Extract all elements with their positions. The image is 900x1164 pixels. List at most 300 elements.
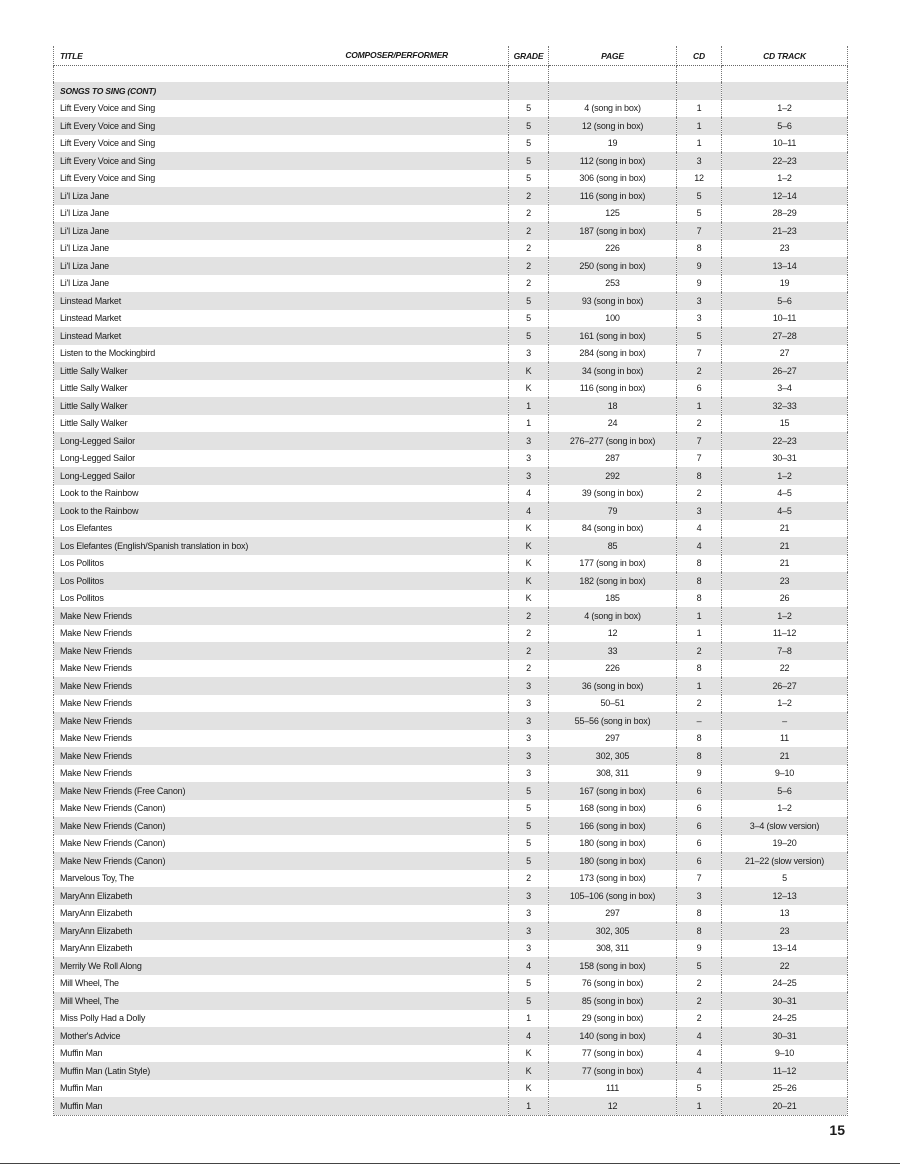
grade-cell: 3 xyxy=(509,765,549,783)
header-cd: CD xyxy=(677,46,722,66)
cd-track-cell: 15 xyxy=(722,415,848,433)
cd-cell: 8 xyxy=(677,467,722,485)
page-cell: 182 (song in box) xyxy=(549,572,677,590)
cd-track-cell: 26–27 xyxy=(722,362,848,380)
grade-cell: 5 xyxy=(509,135,549,153)
page-cell: 276–277 (song in box) xyxy=(549,432,677,450)
grade-cell: K xyxy=(509,520,549,538)
grade-cell: 2 xyxy=(509,205,549,223)
header-title: TITLE xyxy=(60,50,83,61)
cd-cell: 5 xyxy=(677,205,722,223)
song-title: Li'l Liza Jane xyxy=(54,222,509,240)
song-title: Long-Legged Sailor xyxy=(54,467,509,485)
cd-track-cell: 27 xyxy=(722,345,848,363)
page-cell: 79 xyxy=(549,502,677,520)
cd-cell: 1 xyxy=(677,677,722,695)
grade-cell: 5 xyxy=(509,170,549,188)
table-row xyxy=(54,187,848,205)
table-row xyxy=(54,170,848,188)
cd-cell: 4 xyxy=(677,1045,722,1063)
table-row xyxy=(54,222,848,240)
page-cell: 77 (song in box) xyxy=(549,1045,677,1063)
song-title: Linstead Market xyxy=(54,310,509,328)
page-cell: 105–106 (song in box) xyxy=(549,887,677,905)
table-row xyxy=(54,660,848,678)
page-cell: 173 (song in box) xyxy=(549,870,677,888)
grade-cell: 3 xyxy=(509,922,549,940)
cd-cell: 6 xyxy=(677,782,722,800)
cd-cell: 2 xyxy=(677,992,722,1010)
grade-cell: 3 xyxy=(509,747,549,765)
page-cell: 158 (song in box) xyxy=(549,957,677,975)
grade-cell: 3 xyxy=(509,467,549,485)
song-title: Look to the Rainbow xyxy=(54,485,509,503)
cd-cell: 6 xyxy=(677,817,722,835)
page-cell: 85 xyxy=(549,537,677,555)
table-row xyxy=(54,590,848,608)
cd-cell: 2 xyxy=(677,485,722,503)
song-title: Lift Every Voice and Sing xyxy=(54,100,509,118)
grade-cell: 5 xyxy=(509,835,549,853)
grade-cell: 4 xyxy=(509,957,549,975)
cd-track-cell: 30–31 xyxy=(722,450,848,468)
cd-track-cell: 21 xyxy=(722,537,848,555)
song-title: Make New Friends xyxy=(54,625,509,643)
cd-cell: 5 xyxy=(677,957,722,975)
table-body xyxy=(54,66,848,1116)
cd-cell: 5 xyxy=(677,187,722,205)
cd-cell: 3 xyxy=(677,152,722,170)
table-row xyxy=(54,117,848,135)
table-row xyxy=(54,327,848,345)
page-cell: 226 xyxy=(549,240,677,258)
song-title: Lift Every Voice and Sing xyxy=(54,117,509,135)
cd-track-cell: 1–2 xyxy=(722,695,848,713)
song-title: Linstead Market xyxy=(54,292,509,310)
song-title: Make New Friends (Free Canon) xyxy=(54,782,509,800)
cd-track-cell: 1–2 xyxy=(722,800,848,818)
song-title: Marvelous Toy, The xyxy=(54,870,509,888)
grade-cell: 2 xyxy=(509,275,549,293)
grade-cell: 2 xyxy=(509,642,549,660)
table-row xyxy=(54,887,848,905)
cd-cell: 4 xyxy=(677,537,722,555)
grade-cell: 5 xyxy=(509,817,549,835)
page-cell: 36 (song in box) xyxy=(549,677,677,695)
table-row xyxy=(54,397,848,415)
grade-cell: 5 xyxy=(509,117,549,135)
cd-cell: 2 xyxy=(677,415,722,433)
song-title: Muffin Man xyxy=(54,1080,509,1098)
song-title: Little Sally Walker xyxy=(54,415,509,433)
song-title: Make New Friends xyxy=(54,642,509,660)
cd-track-cell: 30–31 xyxy=(722,992,848,1010)
song-title: Make New Friends xyxy=(54,660,509,678)
cd-cell: 6 xyxy=(677,852,722,870)
table-row xyxy=(54,730,848,748)
song-title: Little Sally Walker xyxy=(54,380,509,398)
table-row xyxy=(54,800,848,818)
song-title: Li'l Liza Jane xyxy=(54,205,509,223)
cd-track-cell: 24–25 xyxy=(722,975,848,993)
cd-cell: 8 xyxy=(677,730,722,748)
song-title: Little Sally Walker xyxy=(54,362,509,380)
cd-track-cell: 22–23 xyxy=(722,432,848,450)
grade-cell: 5 xyxy=(509,292,549,310)
cd-track-cell: 19–20 xyxy=(722,835,848,853)
cd-track-cell: 21–23 xyxy=(722,222,848,240)
cd-cell: 5 xyxy=(677,327,722,345)
table-row xyxy=(54,992,848,1010)
table-row xyxy=(54,240,848,258)
cd-track-cell: 23 xyxy=(722,922,848,940)
table-row xyxy=(54,957,848,975)
page-cell: 100 xyxy=(549,310,677,328)
table-row xyxy=(54,257,848,275)
song-title: Los Elefantes xyxy=(54,520,509,538)
cd-cell: 7 xyxy=(677,870,722,888)
grade-cell: 3 xyxy=(509,887,549,905)
table-row xyxy=(54,310,848,328)
cd-track-cell: 12–14 xyxy=(722,187,848,205)
table-header-row xyxy=(54,46,848,66)
cd-cell: 1 xyxy=(677,607,722,625)
page-cell: 226 xyxy=(549,660,677,678)
table-row xyxy=(54,362,848,380)
grade-cell: 5 xyxy=(509,152,549,170)
header-cd-track: CD TRACK xyxy=(722,46,848,66)
page-cell: 12 (song in box) xyxy=(549,117,677,135)
header-title-cell xyxy=(54,46,509,66)
grade-cell: K xyxy=(509,1045,549,1063)
table-row xyxy=(54,135,848,153)
table-row xyxy=(54,275,848,293)
table-row xyxy=(54,205,848,223)
song-title: Miss Polly Had a Dolly xyxy=(54,1010,509,1028)
page-cell: 39 (song in box) xyxy=(549,485,677,503)
cd-cell: 2 xyxy=(677,975,722,993)
cd-track-cell: 11 xyxy=(722,730,848,748)
page-cell: 116 (song in box) xyxy=(549,380,677,398)
table-row xyxy=(54,415,848,433)
grade-cell: 3 xyxy=(509,712,549,730)
table-row xyxy=(54,835,848,853)
cd-cell: 8 xyxy=(677,590,722,608)
cd-cell: 12 xyxy=(677,170,722,188)
page-cell: 18 xyxy=(549,397,677,415)
page-cell: 187 (song in box) xyxy=(549,222,677,240)
page-cell: 76 (song in box) xyxy=(549,975,677,993)
grade-cell: 2 xyxy=(509,222,549,240)
cd-cell: 3 xyxy=(677,887,722,905)
page-cell: 55–56 (song in box) xyxy=(549,712,677,730)
cd-cell: 3 xyxy=(677,502,722,520)
cd-cell: 8 xyxy=(677,747,722,765)
grade-cell: 4 xyxy=(509,502,549,520)
grade-cell: 1 xyxy=(509,397,549,415)
page-cell: 116 (song in box) xyxy=(549,187,677,205)
page-cell: 29 (song in box) xyxy=(549,1010,677,1028)
song-title: Lift Every Voice and Sing xyxy=(54,135,509,153)
page-cell: 284 (song in box) xyxy=(549,345,677,363)
grade-cell: 5 xyxy=(509,975,549,993)
cd-cell: 7 xyxy=(677,345,722,363)
cd-cell: 8 xyxy=(677,922,722,940)
grade-cell: 4 xyxy=(509,1027,549,1045)
table-row xyxy=(54,380,848,398)
section-header-row xyxy=(54,82,848,100)
cd-track-cell: 25–26 xyxy=(722,1080,848,1098)
grade-cell: K xyxy=(509,555,549,573)
page-cell: 287 xyxy=(549,450,677,468)
cd-track-cell: 5–6 xyxy=(722,782,848,800)
page-number: 15 xyxy=(829,1122,845,1138)
table-row xyxy=(54,485,848,503)
grade-cell: 3 xyxy=(509,432,549,450)
table-row xyxy=(54,152,848,170)
cd-cell: 8 xyxy=(677,660,722,678)
cd-track-cell: 21 xyxy=(722,555,848,573)
cd-track-cell: 19 xyxy=(722,275,848,293)
grade-cell: K xyxy=(509,362,549,380)
song-title: Make New Friends xyxy=(54,607,509,625)
grade-cell: 4 xyxy=(509,485,549,503)
page-cell: 302, 305 xyxy=(549,922,677,940)
grade-cell: 2 xyxy=(509,240,549,258)
grade-cell: 3 xyxy=(509,677,549,695)
song-title: Make New Friends (Canon) xyxy=(54,852,509,870)
page-cell: 250 (song in box) xyxy=(549,257,677,275)
cd-cell: 3 xyxy=(677,292,722,310)
cd-track-cell: 24–25 xyxy=(722,1010,848,1028)
cd-track-cell: – xyxy=(722,712,848,730)
page-cell: 297 xyxy=(549,730,677,748)
grade-cell: 2 xyxy=(509,625,549,643)
cd-cell: 9 xyxy=(677,940,722,958)
table-row xyxy=(54,625,848,643)
table-row xyxy=(54,1010,848,1028)
table-row xyxy=(54,852,848,870)
table-row xyxy=(54,1045,848,1063)
cd-cell: 8 xyxy=(677,905,722,923)
song-title: Los Pollitos xyxy=(54,590,509,608)
page-cell: 4 (song in box) xyxy=(549,100,677,118)
page-cell: 180 (song in box) xyxy=(549,835,677,853)
table-row xyxy=(54,782,848,800)
page-cell: 77 (song in box) xyxy=(549,1062,677,1080)
page-cell: 33 xyxy=(549,642,677,660)
grade-cell: 2 xyxy=(509,187,549,205)
page-cell: 185 xyxy=(549,590,677,608)
cd-cell: 4 xyxy=(677,520,722,538)
cd-track-cell: 23 xyxy=(722,240,848,258)
page-cell: 50–51 xyxy=(549,695,677,713)
table-row xyxy=(54,765,848,783)
page-cell: 111 xyxy=(549,1080,677,1098)
song-title: Look to the Rainbow xyxy=(54,502,509,520)
song-title: Make New Friends xyxy=(54,765,509,783)
header-composer: COMPOSER/PERFORMER xyxy=(345,50,448,60)
page-cell: 253 xyxy=(549,275,677,293)
cd-track-cell: 4–5 xyxy=(722,502,848,520)
table-row xyxy=(54,432,848,450)
cd-cell: 5 xyxy=(677,1080,722,1098)
cd-cell: 8 xyxy=(677,555,722,573)
cd-track-cell: 26–27 xyxy=(722,677,848,695)
page-cell: 297 xyxy=(549,905,677,923)
cd-cell: 1 xyxy=(677,397,722,415)
cd-cell: 2 xyxy=(677,642,722,660)
page-cell: 4 (song in box) xyxy=(549,607,677,625)
table-row xyxy=(54,677,848,695)
cd-cell: 1 xyxy=(677,1097,722,1115)
song-title: MaryAnn Elizabeth xyxy=(54,940,509,958)
cd-track-cell: 26 xyxy=(722,590,848,608)
song-title: Make New Friends xyxy=(54,695,509,713)
page-cell: 19 xyxy=(549,135,677,153)
song-title: Los Pollitos xyxy=(54,572,509,590)
table-row xyxy=(54,537,848,555)
header-page: PAGE xyxy=(549,46,677,66)
song-title: Linstead Market xyxy=(54,327,509,345)
page-cell: 308, 311 xyxy=(549,940,677,958)
cd-cell: 6 xyxy=(677,835,722,853)
grade-cell: 5 xyxy=(509,782,549,800)
table-row xyxy=(54,922,848,940)
cd-cell: 4 xyxy=(677,1027,722,1045)
cd-track-cell: 32–33 xyxy=(722,397,848,415)
cd-track-cell: 11–12 xyxy=(722,1062,848,1080)
table-row xyxy=(54,555,848,573)
page-cell: 161 (song in box) xyxy=(549,327,677,345)
table-row xyxy=(54,940,848,958)
table-row xyxy=(54,607,848,625)
table-row xyxy=(54,450,848,468)
cd-track-cell: 21 xyxy=(722,747,848,765)
song-title: Mill Wheel, The xyxy=(54,992,509,1010)
grade-cell: 2 xyxy=(509,660,549,678)
cd-track-cell: 13–14 xyxy=(722,940,848,958)
table-row xyxy=(54,905,848,923)
song-title: Mill Wheel, The xyxy=(54,975,509,993)
table-row xyxy=(54,747,848,765)
grade-cell: 1 xyxy=(509,1010,549,1028)
cd-track-cell: 13–14 xyxy=(722,257,848,275)
grade-cell: 3 xyxy=(509,345,549,363)
song-title: Li'l Liza Jane xyxy=(54,275,509,293)
grade-cell: 1 xyxy=(509,1097,549,1115)
table-row xyxy=(54,502,848,520)
song-title: MaryAnn Elizabeth xyxy=(54,887,509,905)
grade-cell: 3 xyxy=(509,905,549,923)
song-title: Listen to the Mockingbird xyxy=(54,345,509,363)
song-title: Lift Every Voice and Sing xyxy=(54,170,509,188)
cd-track-cell: 9–10 xyxy=(722,1045,848,1063)
table-row xyxy=(54,1080,848,1098)
page-cell: 84 (song in box) xyxy=(549,520,677,538)
song-title: Li'l Liza Jane xyxy=(54,240,509,258)
page-cell: 140 (song in box) xyxy=(549,1027,677,1045)
cd-track-cell: 30–31 xyxy=(722,1027,848,1045)
table-row xyxy=(54,1027,848,1045)
song-title: Muffin Man (Latin Style) xyxy=(54,1062,509,1080)
page-cell: 302, 305 xyxy=(549,747,677,765)
page-cell: 308, 311 xyxy=(549,765,677,783)
grade-cell: 5 xyxy=(509,327,549,345)
table-row xyxy=(54,467,848,485)
table-row xyxy=(54,100,848,118)
section-title: SONGS TO SING (CONT) xyxy=(54,82,509,100)
cd-track-cell: 22 xyxy=(722,957,848,975)
song-title: Little Sally Walker xyxy=(54,397,509,415)
table-row xyxy=(54,345,848,363)
cd-cell: 6 xyxy=(677,800,722,818)
cd-track-cell: 22–23 xyxy=(722,152,848,170)
cd-track-cell: 23 xyxy=(722,572,848,590)
grade-cell: 5 xyxy=(509,800,549,818)
grade-cell: 5 xyxy=(509,852,549,870)
song-title: Make New Friends xyxy=(54,712,509,730)
cd-cell: 6 xyxy=(677,380,722,398)
cd-track-cell: 11–12 xyxy=(722,625,848,643)
cd-track-cell: 1–2 xyxy=(722,607,848,625)
cd-track-cell: 13 xyxy=(722,905,848,923)
cd-cell: 2 xyxy=(677,1010,722,1028)
song-title: Los Pollitos xyxy=(54,555,509,573)
table-row xyxy=(54,1062,848,1080)
grade-cell: K xyxy=(509,590,549,608)
header-grade: GRADE xyxy=(509,46,549,66)
page-cell: 306 (song in box) xyxy=(549,170,677,188)
grade-cell: 3 xyxy=(509,450,549,468)
song-title: Li'l Liza Jane xyxy=(54,187,509,205)
cd-track-cell: 10–11 xyxy=(722,135,848,153)
page-cell: 292 xyxy=(549,467,677,485)
page-cell: 24 xyxy=(549,415,677,433)
page-cell: 125 xyxy=(549,205,677,223)
cd-track-cell: 3–4 xyxy=(722,380,848,398)
page-cell: 168 (song in box) xyxy=(549,800,677,818)
grade-cell: K xyxy=(509,537,549,555)
song-title: Lift Every Voice and Sing xyxy=(54,152,509,170)
song-title: Make New Friends (Canon) xyxy=(54,800,509,818)
cd-cell: 8 xyxy=(677,572,722,590)
page-cell: 93 (song in box) xyxy=(549,292,677,310)
page-cell: 167 (song in box) xyxy=(549,782,677,800)
song-title: Make New Friends (Canon) xyxy=(54,835,509,853)
cd-cell: 1 xyxy=(677,135,722,153)
grade-cell: K xyxy=(509,1062,549,1080)
grade-cell: 5 xyxy=(509,310,549,328)
cd-cell: 2 xyxy=(677,362,722,380)
table-row xyxy=(54,520,848,538)
cd-track-cell: 1–2 xyxy=(722,467,848,485)
cd-cell: 7 xyxy=(677,222,722,240)
cd-cell: 2 xyxy=(677,695,722,713)
cd-track-cell: 3–4 (slow version) xyxy=(722,817,848,835)
cd-track-cell: 7–8 xyxy=(722,642,848,660)
song-title: Muffin Man xyxy=(54,1097,509,1115)
grade-cell: K xyxy=(509,1080,549,1098)
spacer-row xyxy=(54,66,848,83)
song-index-table xyxy=(53,46,848,1116)
table-row xyxy=(54,642,848,660)
grade-cell: 1 xyxy=(509,415,549,433)
cd-cell: 9 xyxy=(677,765,722,783)
cd-track-cell: 21–22 (slow version) xyxy=(722,852,848,870)
page-cell: 180 (song in box) xyxy=(549,852,677,870)
grade-cell: 3 xyxy=(509,695,549,713)
